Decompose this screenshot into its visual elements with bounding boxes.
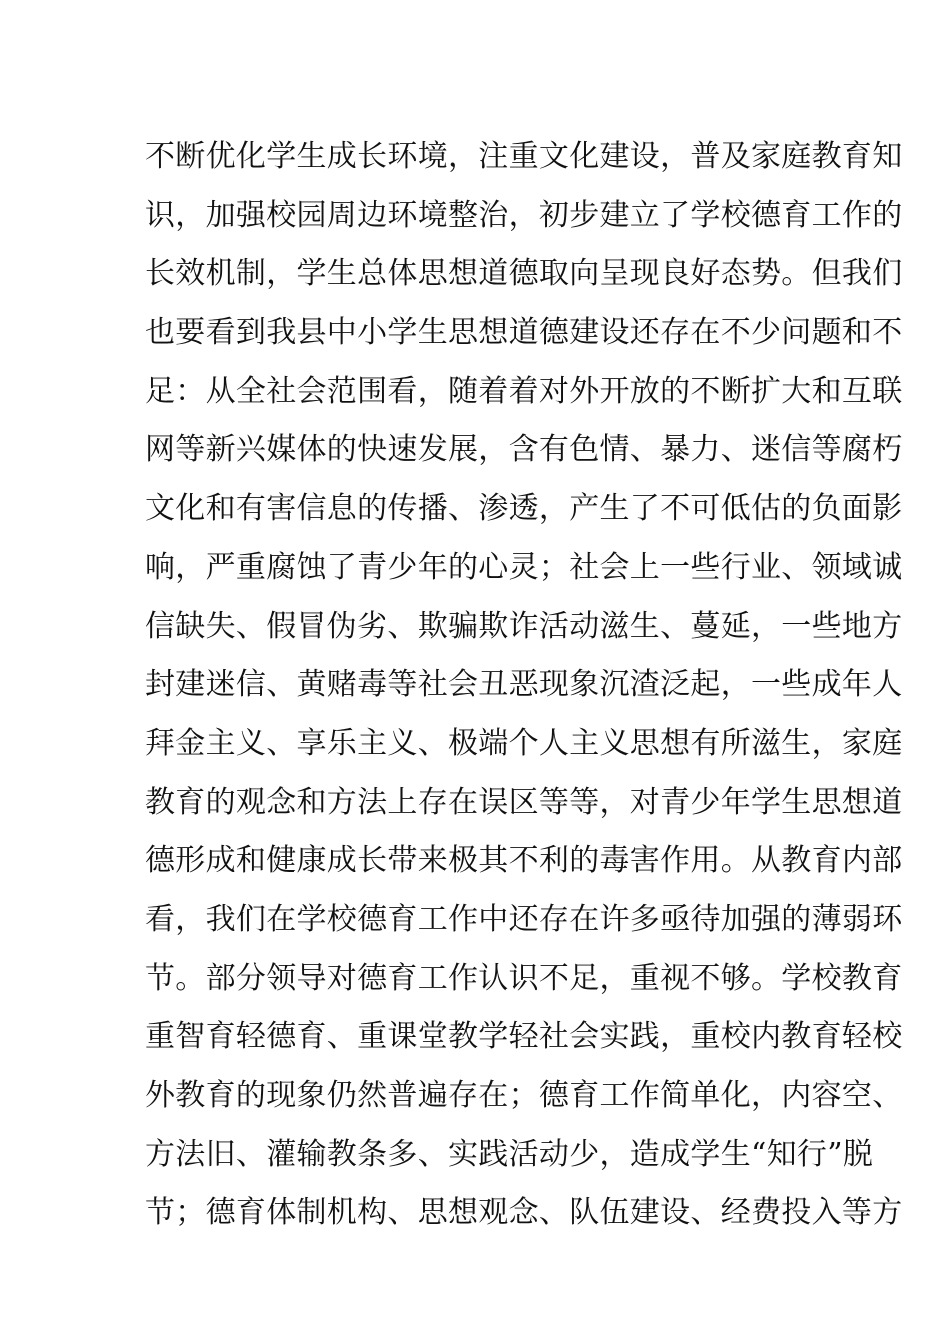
text-line: 也要看到我县中小学生思想道德建设还存在不少问题和不 <box>145 315 903 351</box>
text-line: 教育的观念和方法上存在误区等等，对青少年学生思想道 <box>145 784 903 820</box>
text-line: 德形成和健康成长带来极其不利的毒害作用。从教育内部 <box>145 843 903 879</box>
text-line: 足：从全社会范围看，随着着对外开放的不断扩大和互联 <box>145 373 903 409</box>
text-line: 节；德育体制机构、思想观念、队伍建设、经费投入等方 <box>145 1195 903 1231</box>
text-line: 方法旧、灌输教条多、实践活动少，造成学生“知行”脱 <box>145 1136 874 1172</box>
text-line: 响，严重腐蚀了青少年的心灵；社会上一些行业、领域诚 <box>145 549 903 585</box>
text-line: 封建迷信、黄赌毒等社会丑恶现象沉渣泛起，一些成年人 <box>145 667 903 703</box>
text-line: 网等新兴媒体的快速发展，含有色情、暴力、迷信等腐朽 <box>145 432 903 468</box>
text-line: 识，加强校园周边环境整治，初步建立了学校德育工作的 <box>145 197 903 233</box>
text-line: 节。部分领导对德育工作认识不足，重视不够。学校教育 <box>145 960 903 996</box>
text-line: 文化和有害信息的传播、渗透，产生了不可低估的负面影 <box>145 491 903 527</box>
body-paragraph <box>145 128 903 1243</box>
text-line: 看，我们在学校德育工作中还存在许多亟待加强的薄弱环 <box>145 901 903 937</box>
text-line: 长效机制，学生总体思想道德取向呈现良好态势。但我们 <box>145 256 903 292</box>
text-line: 不断优化学生成长环境，注重文化建设，普及家庭教育知 <box>145 139 903 174</box>
text-line: 重智育轻德育、重课堂教学轻社会实践，重校内教育轻校 <box>145 1019 903 1055</box>
text-line: 外教育的现象仍然普遍存在；德育工作简单化，内容空、 <box>145 1078 903 1113</box>
text-line: 信缺失、假冒伪劣、欺骗欺诈活动滋生、蔓延，一些地方 <box>145 608 903 644</box>
text-line: 拜金主义、享乐主义、极端个人主义思想有所滋生，家庭 <box>145 725 903 761</box>
